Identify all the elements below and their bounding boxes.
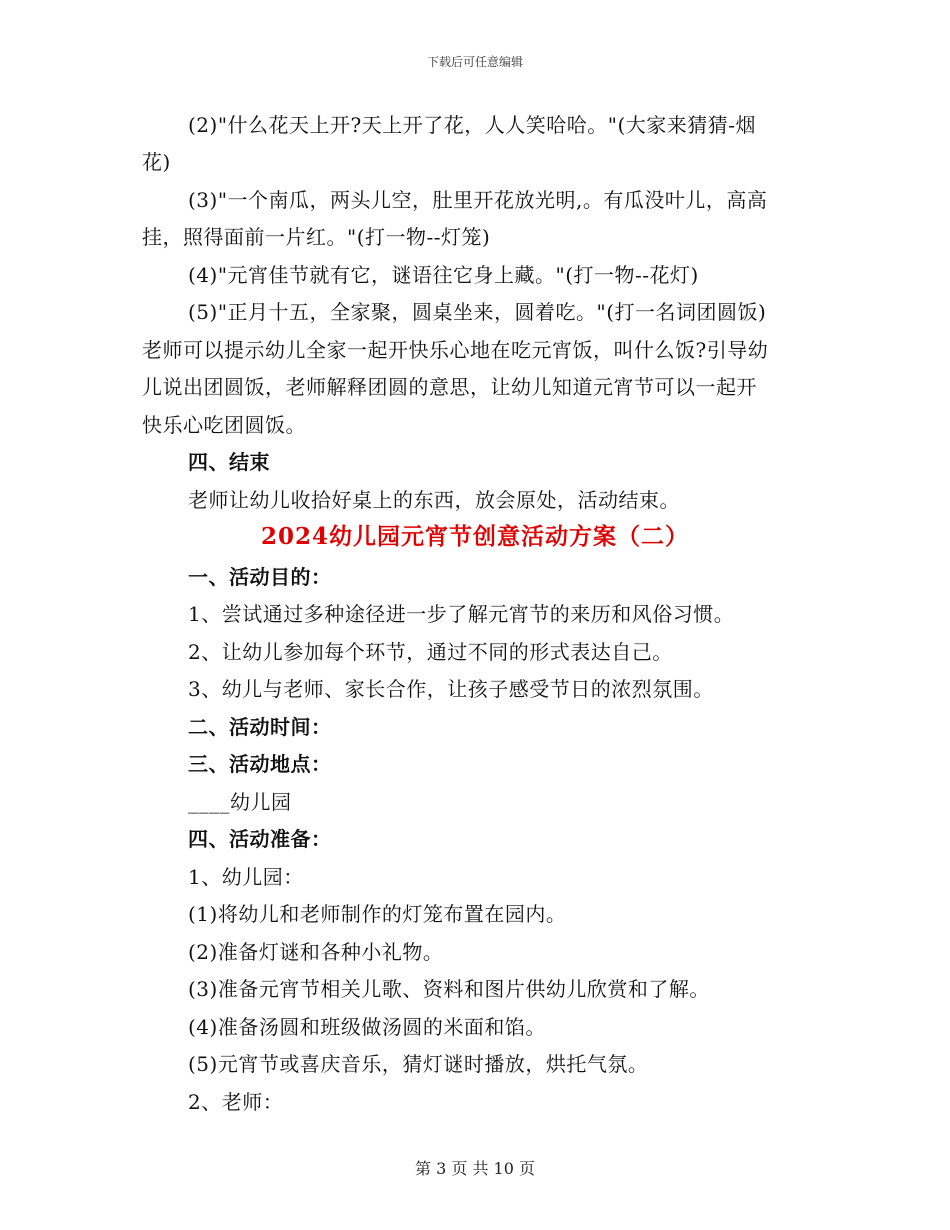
text-line: (1)将幼儿和老师制作的灯笼布置在园内。 bbox=[188, 902, 567, 926]
text-line: (2)准备灯谜和各种小礼物。 bbox=[188, 940, 444, 964]
text-line: 老师让幼儿收拾好桌上的东西，放会原处，活动结束。 bbox=[188, 488, 680, 512]
text-line: 2、老师： bbox=[188, 1090, 284, 1114]
section-heading: 二、活动时间： bbox=[188, 715, 332, 739]
text-line: (4)准备汤圆和班级做汤圆的米面和馅。 bbox=[188, 1015, 546, 1039]
text-line: 快乐心吃团圆饭。 bbox=[142, 413, 306, 437]
header-note: 下载后可任意编辑 bbox=[426, 55, 523, 69]
text-line: 老师可以提示幼儿全家一起开快乐心地在吃元宵饭，叫什么饭?引导幼 bbox=[142, 338, 769, 362]
text-line: (5)"正月十五，全家聚，圆桌坐来，圆着吃。"(打一名词团圆饭) bbox=[188, 300, 767, 324]
text-line: 2、让幼儿参加每个环节，通过不同的形式表达自己。 bbox=[188, 640, 673, 664]
text-line: 儿说出团圆饭，老师解释团圆的意思，让幼儿知道元宵节可以一起开 bbox=[142, 375, 757, 399]
text-line: 1、幼儿园： bbox=[188, 865, 304, 889]
section-heading: 四、活动准备： bbox=[188, 827, 332, 851]
text-line: (2)"什么花天上开?天上开了花，人人笑哈哈。"(大家来猜猜-烟 bbox=[188, 113, 757, 137]
section-heading: 一、活动目的： bbox=[188, 565, 332, 589]
section-title: 2024幼儿园元宵节创意活动方案（二） bbox=[260, 523, 689, 550]
text-line: (5)元宵节或喜庆音乐，猜灯谜时播放，烘托气氛。 bbox=[188, 1052, 649, 1076]
text-line: ____幼儿园 bbox=[188, 790, 292, 814]
text-line: 1、尝试通过多种途径进一步了解元宵节的来历和风俗习惯。 bbox=[188, 602, 735, 626]
section-heading: 三、活动地点： bbox=[188, 752, 332, 776]
text-line: (3)"一个南瓜，两头儿空，肚里开花放光明,。有瓜没叶儿，高高 bbox=[188, 188, 768, 212]
section-heading: 四、结束 bbox=[188, 450, 270, 474]
text-line: (3)准备元宵节相关儿歌、资料和图片供幼儿欣赏和了解。 bbox=[188, 977, 710, 1001]
text-line: 花) bbox=[142, 150, 171, 174]
text-line: (4)"元宵佳节就有它，谜语往它身上藏。"(打一物--花灯) bbox=[188, 263, 699, 287]
text-line: 3、幼儿与老师、家长合作，让孩子感受节日的浓烈氛围。 bbox=[188, 677, 714, 701]
page-footer: 第 3 页 共 10 页 bbox=[415, 1159, 535, 1178]
text-line: 挂，照得面前一片红。"(打一物--灯笼) bbox=[142, 225, 491, 249]
